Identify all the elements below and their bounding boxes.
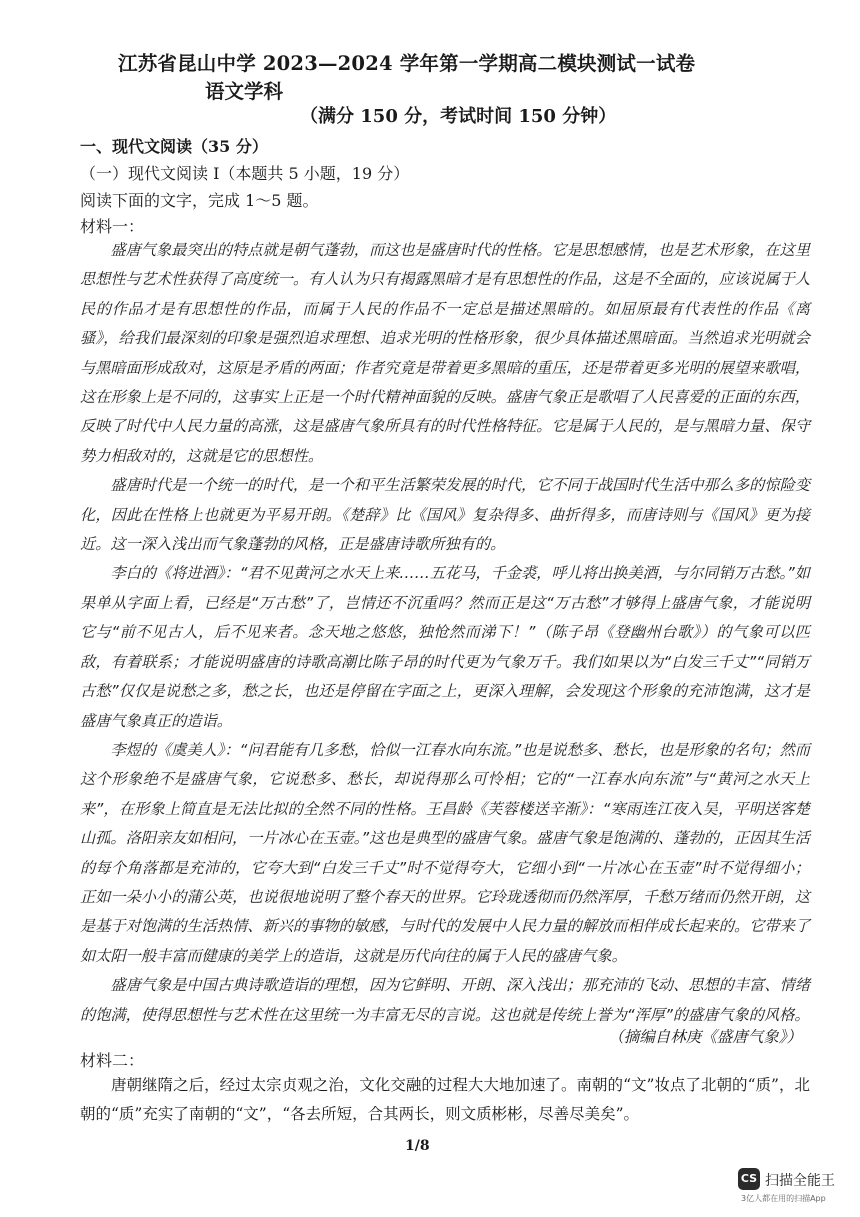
scanner-logo-icon: CS bbox=[738, 1168, 760, 1190]
material1-paragraph: 李白的《将进酒》：“君不见黄河之水天上来……五花马，千金裘，呼儿将出换美酒，与尔同销万古愁。”如果单从字面上看，已经是“万古愁”了，岂情还不沉重吗？然而正是这“万古愁”才够得上盛唐气象，才能说明它与“前不见古人，后不见来者。念天地之悠悠，独怆然而涕下！”（陈子昂《登幽州台歌》）的气象可以匹敌，有着联系；才能说明盛唐的诗歌高潮比陈子昂的时代更为气象万千。我们如果以为“白发三千丈”“同销万古愁”仅仅是说愁之多，愁之长，也还是停留在字面之上，更深入理解，会发现这个形象的充沛饱满，这才是盛唐气象真正的造诣。 bbox=[80, 564, 810, 730]
section-heading: 一、现代文阅读（35 分） bbox=[80, 137, 268, 156]
material1-paragraph: 盛唐气象最突出的特点就是朝气蓬勃，而这也是盛唐时代的性格。它是思想感情，也是艺术形象，在这里思想性与艺术性获得了高度统一。有人认为只有揭露黑暗才是有思想性的作品，这是不全面的，应该说属于人民的作品才是有思想性的作品，而属于人民的作品不一定总是描述黑暗的。如屈原最有代表性的作品《离骚》，给我们最深刻的印象是强烈追求理想、追求光明的性格形象，很少具体描述黑暗面。当然追求光明就会与黑暗面形成敌对，这原是矛盾的两面；作者究竟是带着更多黑暗的重压，还是带着更多光明的展望来歌唱，这在形象上是不同的，这事实上正是一个时代精神面貌的反映。盛唐气象正是歌唱了人民喜爱的正面的东西，反映了时代中人民力量的高涨，这是盛唐气象所具有的时代性格特征。它是属于人民的，是与黑暗力量、保守势力相敌对的，这就是它的思想性。 bbox=[80, 241, 810, 465]
material1-paragraph: 李煜的《虞美人》：“问君能有几多愁，恰似一江春水向东流。”也是说愁多、愁长，也是形象的名句；然而这个形象绝不是盛唐气象，它说愁多、愁长，却说得那么可怜相；它的“一江春水向东流”与“黄河之水天上来”，在形象上简直是无法比拟的全然不同的性格。王昌龄《芙蓉楼送辛渐》：“寒雨连江夜入吴，平明送客楚山孤。洛阳亲友如相问，一片冰心在玉壶。”这也是典型的盛唐气象。盛唐气象是饱满的、蓬勃的，正因其生活的每个角落都是充沛的，它夸大到“白发三千丈”时不觉得夸大，它细小到“一片冰心在玉壶”时不觉得细小；正如一朵小小的蒲公英，也说很地说明了整个春天的世界。它玲珑透彻而仍然浑厚，千愁万绪而仍然开朗，这是基于对饱满的生活热情、新兴的事物的敏感，与时代的发展中人民力量的解放而相伴成长起来的。它带来了如太阳一般丰富而健康的美学上的造诣，这就是历代向往的属于人民的盛唐气象。 bbox=[80, 740, 810, 965]
page-number: 1/8 bbox=[405, 1138, 430, 1154]
material1-label: 材料一： bbox=[80, 217, 145, 236]
part-heading: （一）现代文阅读 I（本题共 5 小题，19 分） bbox=[80, 164, 410, 183]
material1-paragraph: 盛唐气象是中国古典诗歌造诣的理想，因为它鲜明、开朗、深入浅出；那充沛的飞动、思想的丰富、情绪的饱满，使得思想性与艺术性在这里统一为丰富无尽的言说。这也就是传统上誉为“浑厚”的盛唐气象的风格。 bbox=[80, 976, 810, 1024]
material2-paragraph: 唐朝继隋之后，经过太宗贞观之治，文化交融的过程大大地加速了。南朝的“文”妆点了北朝的“质”，北朝的“质”充实了南朝的“文”，“各去所短，合其两长，则文质彬彬，尽善尽美矣”。 bbox=[80, 1076, 810, 1123]
scanner-name: 扫描全能王 bbox=[765, 1173, 835, 1189]
score-note: （满分 150 分，考试时间 150 分钟） bbox=[300, 106, 617, 127]
exam-title: 江苏省昆山中学 2023—2024 学年第一学期高二模块测试一试卷 bbox=[118, 52, 696, 75]
material1-body bbox=[80, 236, 810, 1030]
material1-paragraph: 盛唐时代是一个统一的时代，是一个和平生活繁荣发展的时代，它不同于战国时代生活中那么多的惊险变化，因此在性格上也就更为平易开朗。《楚辞》比《国风》复杂得多、曲折得多，而唐诗则与《国风》更为接近。这一深入浅出而气象蓬勃的风格，正是盛唐诗歌所独有的。 bbox=[80, 476, 810, 554]
scanner-tagline: 3亿人都在用的扫描App bbox=[741, 1194, 826, 1203]
subject-label: 语文学科 bbox=[205, 80, 284, 103]
source-citation: （摘编自林庚《盛唐气象》） bbox=[608, 1028, 802, 1046]
scanner-watermark bbox=[738, 1168, 848, 1208]
material2-body bbox=[80, 1071, 810, 1129]
instruction-text: 阅读下面的文字，完成 1～5 题。 bbox=[80, 191, 319, 210]
material2-label: 材料二： bbox=[80, 1051, 145, 1070]
